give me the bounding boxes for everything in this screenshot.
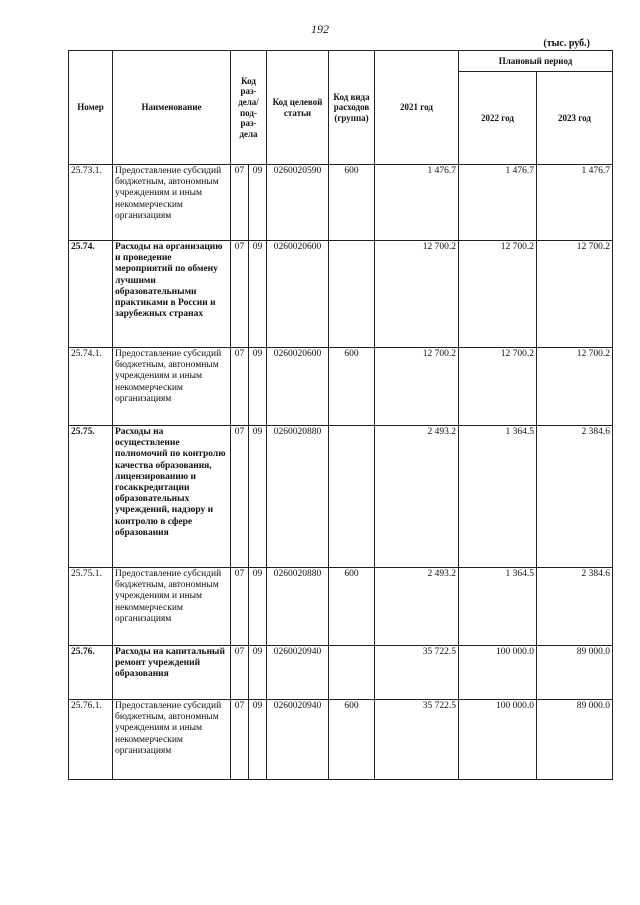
row-expense-type: 600: [329, 348, 375, 426]
row-amount-2022: 100 000.0: [459, 646, 537, 700]
header-expense-type: Код вида расходов (группа): [329, 51, 375, 165]
row-name: Предоставление субсидий бюджетным, автономным учреждениям и иным некоммерческим организациям: [113, 348, 231, 426]
row-subsection: 09: [249, 700, 267, 780]
row-expense-type: [329, 646, 375, 700]
row-number: 25.74.1.: [69, 348, 113, 426]
row-section: 07: [231, 646, 249, 700]
row-amount-2023: 89 000.0: [537, 700, 613, 780]
row-subsection: 09: [249, 568, 267, 646]
row-section: 07: [231, 241, 249, 348]
row-subsection: 09: [249, 426, 267, 568]
row-amount-2022: 1 364.5: [459, 568, 537, 646]
header-name: Наименование: [113, 51, 231, 165]
row-target-code: 0260020880: [267, 568, 329, 646]
header-2022: 2022 год: [459, 72, 537, 165]
row-amount-2023: 89 000.0: [537, 646, 613, 700]
table-row: [69, 646, 613, 700]
row-amount-2021: 2 493.2: [375, 568, 459, 646]
row-amount-2021: 35 722.5: [375, 646, 459, 700]
table-row: [69, 426, 613, 568]
row-target-code: 0260020880: [267, 426, 329, 568]
row-name: Расходы на осуществление полномочий по контролю качества образования, лицензированию и госаккредитации образовательных учреждений, надзору и контролю в сфере образования: [113, 426, 231, 568]
header-2021: 2021 год: [375, 51, 459, 165]
row-number: 25.73.1.: [69, 165, 113, 241]
row-expense-type: 600: [329, 700, 375, 780]
row-expense-type: [329, 241, 375, 348]
row-amount-2021: 1 476.7: [375, 165, 459, 241]
row-amount-2023: 1 476.7: [537, 165, 613, 241]
row-target-code: 0260020940: [267, 646, 329, 700]
row-subsection: 09: [249, 241, 267, 348]
row-amount-2022: 1 476.7: [459, 165, 537, 241]
row-expense-type: 600: [329, 568, 375, 646]
row-subsection: 09: [249, 348, 267, 426]
header-target-code: Код целевой статьи: [267, 51, 329, 165]
row-target-code: 0260020600: [267, 348, 329, 426]
row-section: 07: [231, 568, 249, 646]
row-amount-2021: 2 493.2: [375, 426, 459, 568]
row-number: 25.76.1.: [69, 700, 113, 780]
row-name: Предоставление субсидий бюджетным, автономным учреждениям и иным некоммерческим организациям: [113, 165, 231, 241]
row-expense-type: 600: [329, 165, 375, 241]
row-number: 25.76.: [69, 646, 113, 700]
table-row: [69, 700, 613, 780]
row-section: 07: [231, 348, 249, 426]
header-number: Номер: [69, 51, 113, 165]
header-2023: 2023 год: [537, 72, 613, 165]
table-row: [69, 241, 613, 348]
row-target-code: 0260020590: [267, 165, 329, 241]
units-label: (тыс. руб.): [543, 38, 590, 49]
row-name: Расходы на капитальный ремонт учреждений образования: [113, 646, 231, 700]
table-row: [69, 165, 613, 241]
row-target-code: 0260020940: [267, 700, 329, 780]
page-number: 192: [311, 22, 329, 36]
table-row: [69, 568, 613, 646]
row-expense-type: [329, 426, 375, 568]
row-section: 07: [231, 700, 249, 780]
row-target-code: 0260020600: [267, 241, 329, 348]
row-amount-2022: 1 364.5: [459, 426, 537, 568]
row-subsection: 09: [249, 646, 267, 700]
row-amount-2023: 12 700.2: [537, 348, 613, 426]
row-section: 07: [231, 426, 249, 568]
row-amount-2022: 100 000.0: [459, 700, 537, 780]
row-number: 25.74.: [69, 241, 113, 348]
row-name: Предоставление субсидий бюджетным, автономным учреждениям и иным некоммерческим организациям: [113, 700, 231, 780]
row-number: 25.75.1.: [69, 568, 113, 646]
row-amount-2022: 12 700.2: [459, 241, 537, 348]
header-plan-period: Плановый период: [459, 51, 613, 72]
row-amount-2023: 2 384.6: [537, 568, 613, 646]
row-name: Предоставление субсидий бюджетным, автономным учреждениям и иным некоммерческим организациям: [113, 568, 231, 646]
row-amount-2021: 35 722.5: [375, 700, 459, 780]
header-section-code: Код раз-дела/ под-раз-дела: [231, 51, 267, 165]
row-amount-2023: 12 700.2: [537, 241, 613, 348]
row-number: 25.75.: [69, 426, 113, 568]
row-name: Расходы на организацию и проведение мероприятий по обмену лучшими образовательными практиками в России и зарубежных странах: [113, 241, 231, 348]
row-subsection: 09: [249, 165, 267, 241]
row-section: 07: [231, 165, 249, 241]
row-amount-2022: 12 700.2: [459, 348, 537, 426]
row-amount-2023: 2 384.6: [537, 426, 613, 568]
row-amount-2021: 12 700.2: [375, 348, 459, 426]
budget-table: [68, 50, 613, 780]
table-row: [69, 348, 613, 426]
row-amount-2021: 12 700.2: [375, 241, 459, 348]
